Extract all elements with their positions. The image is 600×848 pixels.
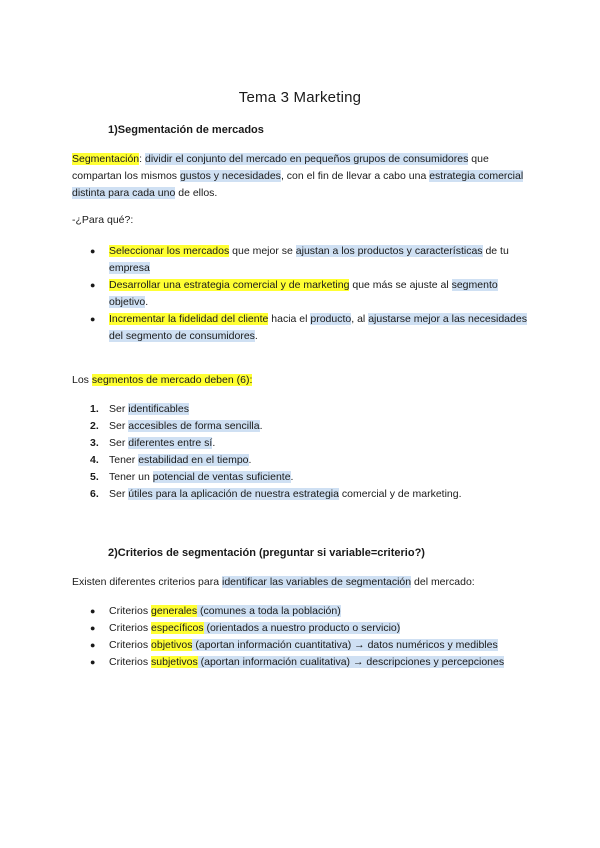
list-item: ● Desarrollar una estrategia comercial y de marketing que más se ajuste al segmento objetivo.: [90, 279, 498, 308]
segments-list: [72, 401, 532, 503]
section1-heading: 1)Segmentación de mercados: [108, 124, 264, 136]
purpose-label: -¿Para qué?:: [72, 214, 134, 226]
definition-paragraph: Segmentación: dividir el conjunto del mercado en pequeños grupos de consumidores que compartan los mismos gustos y necesidades, con el fin de llevar a cabo una estrategia comercial distinta para cada uno de ellos.: [72, 153, 524, 199]
list-item: 1. Ser identificables: [90, 403, 189, 415]
document-title: Tema 3 Marketing: [238, 89, 362, 106]
list-item: ● Seleccionar los mercados que mejor se ajustan a los productos y características de tu empresa: [90, 245, 509, 274]
purpose-list: [72, 243, 532, 345]
list-item: 6. Ser útiles para la aplicación de nuestra estrategia comercial y de marketing.: [90, 488, 462, 500]
list-item: 2. Ser accesibles de forma sencilla.: [90, 420, 263, 432]
list-item: 3. Ser diferentes entre sí.: [90, 437, 216, 449]
segments-intro: Los segmentos de mercado deben (6):: [72, 374, 253, 386]
bullet-icon: ●: [90, 640, 96, 650]
section2-heading: 2)Criterios de segmentación (preguntar si variable=criterio?): [108, 547, 425, 559]
list-item: ● Incrementar la fidelidad del cliente hacia el producto, al ajustarse mejor a las necesidades del segmento de consumidores.: [90, 313, 527, 342]
bullet-icon: ●: [90, 246, 96, 256]
bullet-icon: ●: [90, 606, 96, 616]
definition-term: Segmentación: [72, 153, 140, 165]
bullet-icon: ●: [90, 314, 96, 324]
bullet-icon: ●: [90, 657, 96, 667]
list-item: 5. Tener un potencial de ventas suficiente.: [90, 471, 294, 483]
list-item: ● Criterios específicos (orientados a nuestro producto o servicio): [72, 620, 542, 637]
criteria-intro: Existen diferentes criterios para identificar las variables de segmentación del mercado:: [72, 576, 475, 588]
list-item: ● Criterios generales (comunes a toda la población): [72, 603, 542, 620]
list-item: 4. Tener estabilidad en el tiempo.: [90, 454, 252, 466]
list-item: ● Criterios subjetivos (aportan información cualitativa) → descripciones y percepciones: [72, 654, 542, 671]
criteria-list: [72, 603, 542, 671]
bullet-icon: ●: [90, 280, 96, 290]
bullet-icon: ●: [90, 623, 96, 633]
list-item: ● Criterios objetivos (aportan información cuantitativa) → datos numéricos y medibles: [72, 637, 542, 654]
